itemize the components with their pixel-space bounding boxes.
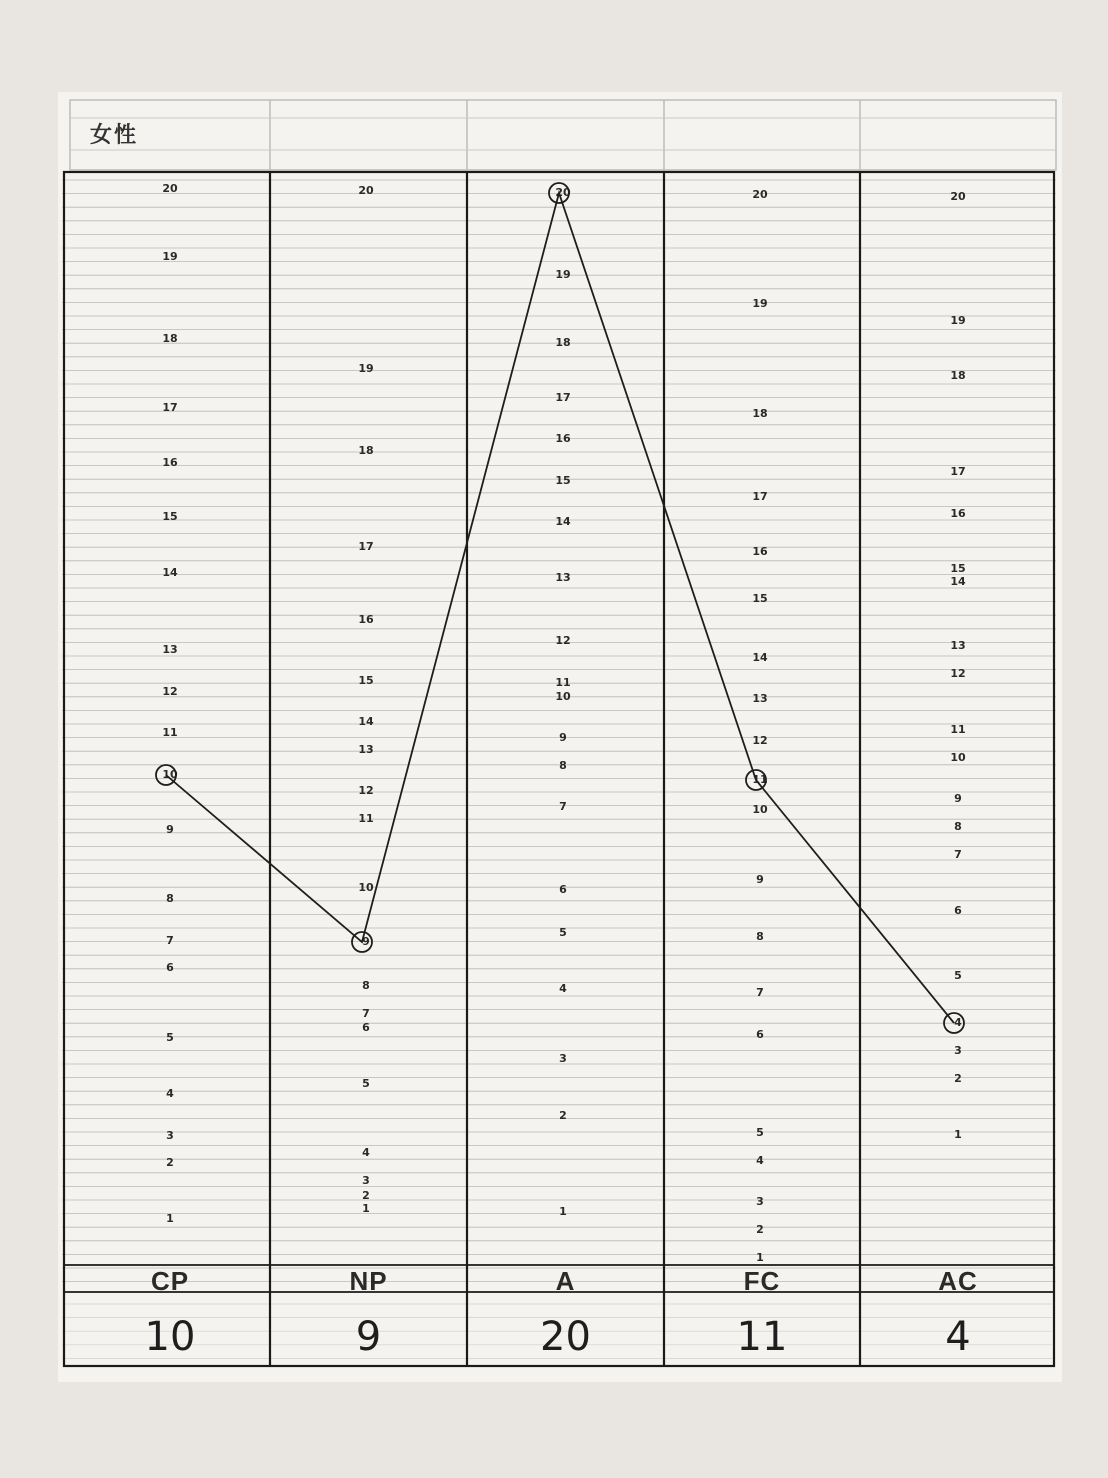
tick-label: 16 — [162, 456, 178, 469]
tick-label: 13 — [950, 639, 966, 652]
tick-label: 7 — [559, 800, 567, 813]
tick-label: 16 — [555, 432, 571, 445]
tick-label: 9 — [166, 823, 174, 836]
tick-label: 15 — [752, 592, 768, 605]
tick-label: 14 — [555, 515, 571, 528]
tick-label: 18 — [752, 407, 768, 420]
tick-label: 4 — [166, 1087, 174, 1100]
tick-label: 18 — [162, 332, 178, 345]
tick-label: 19 — [358, 362, 374, 375]
tick-label: 17 — [162, 401, 178, 414]
tick-label: 3 — [166, 1129, 174, 1142]
tick-label: 1 — [756, 1251, 764, 1264]
tick-label: 11 — [752, 773, 768, 786]
tick-label: 19 — [950, 314, 966, 327]
tick-label: 12 — [162, 685, 178, 698]
tick-label: 2 — [559, 1109, 567, 1122]
tick-label: 19 — [162, 250, 178, 263]
tick-label: 13 — [752, 692, 768, 705]
tick-label: 12 — [358, 784, 374, 797]
tick-label: 9 — [756, 873, 764, 886]
tick-label: 12 — [950, 667, 966, 680]
tick-label: 5 — [756, 1126, 764, 1139]
tick-label: 2 — [362, 1189, 370, 1202]
tick-label: 20 — [752, 188, 768, 201]
tick-label: 10 — [752, 803, 768, 816]
tick-label: 16 — [752, 545, 768, 558]
tick-label: 10 — [162, 768, 178, 781]
tick-label: 17 — [555, 391, 571, 404]
tick-label: 17 — [358, 540, 374, 553]
tick-label: 11 — [162, 726, 178, 739]
tick-label: 8 — [756, 930, 764, 943]
tick-label: 7 — [954, 848, 962, 861]
category-label: A — [555, 1266, 576, 1296]
tick-label: 10 — [950, 751, 966, 764]
tick-label: 5 — [362, 1077, 370, 1090]
sheet-title: 女性 — [90, 123, 139, 148]
tick-label: 4 — [954, 1016, 962, 1029]
tick-label: 5 — [954, 969, 962, 982]
tick-label: 8 — [954, 820, 962, 833]
tick-label: 19 — [752, 297, 768, 310]
tick-label: 15 — [162, 510, 178, 523]
tick-label: 1 — [559, 1205, 567, 1218]
category-label: FC — [743, 1266, 781, 1296]
category-label: CP — [150, 1266, 190, 1296]
tick-label: 14 — [358, 715, 374, 728]
tick-label: 17 — [752, 490, 768, 503]
tick-label: 8 — [362, 979, 370, 992]
tick-label: 8 — [559, 759, 567, 772]
tick-label: 4 — [559, 982, 567, 995]
tick-label: 1 — [954, 1128, 962, 1141]
tick-label: 6 — [166, 961, 174, 974]
tick-label: 20 — [162, 182, 178, 195]
tick-label: 17 — [950, 465, 966, 478]
tick-label: 11 — [950, 723, 966, 736]
tick-label: 6 — [954, 904, 962, 917]
tick-label: 20 — [555, 186, 571, 199]
tick-label: 2 — [166, 1156, 174, 1169]
tick-label: 9 — [559, 731, 567, 744]
tick-label: 12 — [555, 634, 571, 647]
tick-label: 13 — [555, 571, 571, 584]
tick-label: 18 — [555, 336, 571, 349]
tick-label: 12 — [752, 734, 768, 747]
tick-label: 10 — [555, 690, 571, 703]
tick-label: 8 — [166, 892, 174, 905]
tick-label: 3 — [756, 1195, 764, 1208]
tick-label: 3 — [362, 1174, 370, 1187]
tick-label: 11 — [555, 676, 571, 689]
tick-label: 3 — [559, 1052, 567, 1065]
tick-label: 1 — [362, 1202, 370, 1215]
score-label: 11 — [736, 1314, 788, 1360]
category-label: NP — [349, 1266, 388, 1296]
tick-label: 15 — [555, 474, 571, 487]
tick-label: 6 — [559, 883, 567, 896]
tick-label: 7 — [756, 986, 764, 999]
tick-label: 9 — [954, 792, 962, 805]
category-label: AC — [938, 1266, 978, 1296]
tick-label: 1 — [166, 1212, 174, 1225]
tick-label: 11 — [358, 812, 374, 825]
tick-label: 14 — [752, 651, 768, 664]
tick-label: 20 — [358, 184, 374, 197]
score-label: 10 — [144, 1314, 196, 1360]
tick-label: 5 — [166, 1031, 174, 1044]
tick-label: 4 — [362, 1146, 370, 1159]
tick-label: 2 — [954, 1072, 962, 1085]
tick-label: 18 — [358, 444, 374, 457]
tick-label: 10 — [358, 881, 374, 894]
tick-label: 3 — [954, 1044, 962, 1057]
tick-label: 7 — [362, 1007, 370, 1020]
tick-label: 13 — [358, 743, 374, 756]
tick-label: 5 — [559, 926, 567, 939]
tick-label: 4 — [756, 1154, 764, 1167]
tick-label: 16 — [950, 507, 966, 520]
tick-label: 18 — [950, 369, 966, 382]
tick-label: 7 — [166, 934, 174, 947]
tick-label: 6 — [362, 1021, 370, 1034]
tick-label: 13 — [162, 643, 178, 656]
tick-label: 16 — [358, 613, 374, 626]
tick-label: 15 — [358, 674, 374, 687]
tick-label: 2 — [756, 1223, 764, 1236]
tick-label: 19 — [555, 268, 571, 281]
tick-label: 15 — [950, 562, 966, 575]
tick-label: 9 — [362, 935, 370, 948]
tick-label: 20 — [950, 190, 966, 203]
score-label: 20 — [540, 1314, 591, 1360]
score-label: 4 — [945, 1314, 971, 1360]
tick-label: 14 — [162, 566, 178, 579]
tick-label: 6 — [756, 1028, 764, 1041]
score-label: 9 — [355, 1314, 382, 1360]
tick-label: 14 — [950, 575, 966, 588]
